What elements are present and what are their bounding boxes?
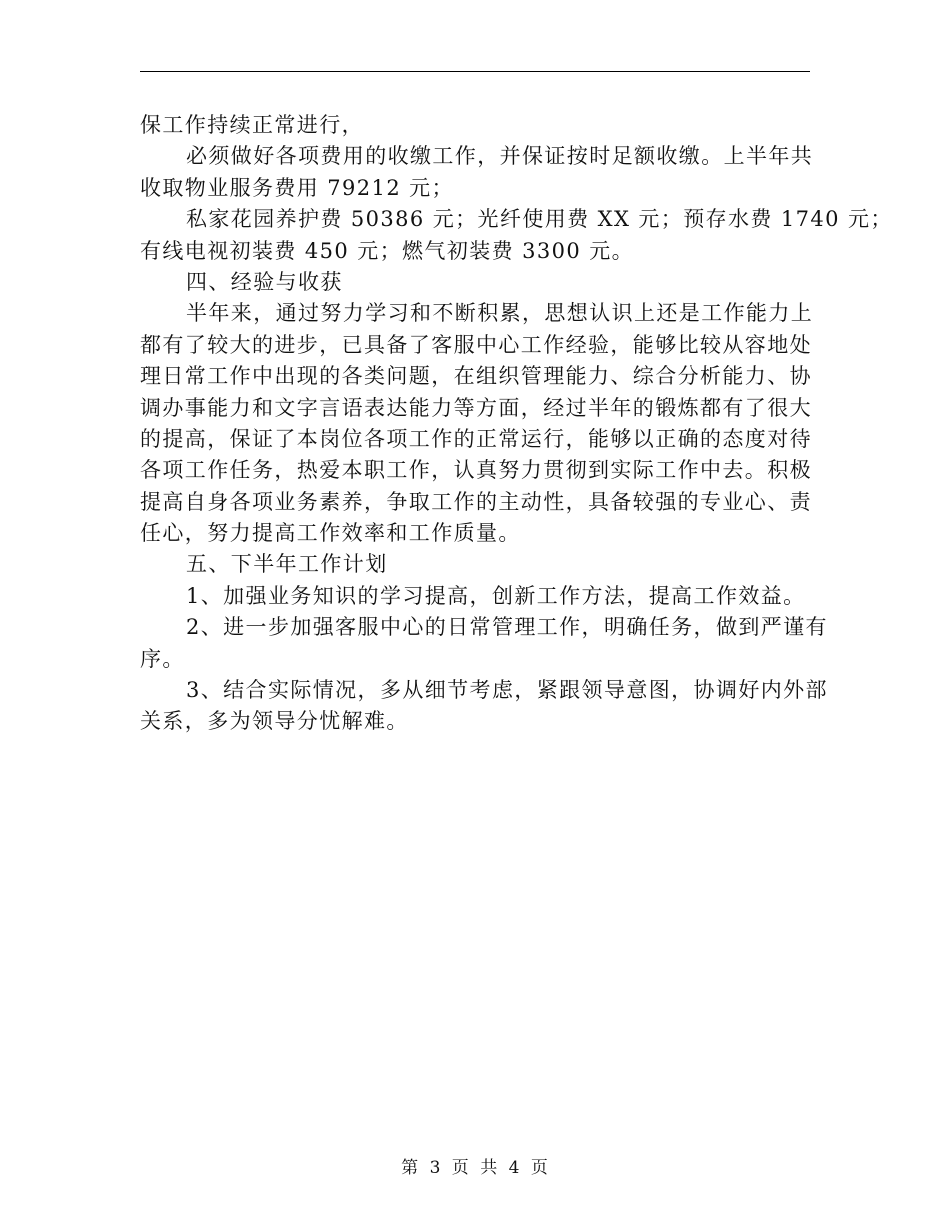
document-body	[140, 110, 893, 738]
plan-item: 2、进一步加强客服中心的日常管理工作，明确任务，做到严谨有	[186, 615, 828, 640]
text-line: 各项工作任务，热爱本职工作，认真努力贯彻到实际工作中去。积极	[140, 458, 812, 483]
text-line: 保工作持续正常进行，	[140, 113, 364, 137]
text-line: 关系，多为领导分忧解难。	[140, 709, 409, 734]
text-line: 有线电视初装费 450 元；燃气初装费 3300 元。	[140, 238, 635, 263]
text-line: 半年来，通过努力学习和不断积累，思想认识上还是工作能力上	[186, 301, 814, 326]
text-line: 调办事能力和文字言语表达能力等方面，经过半年的锻炼都有了很大	[140, 395, 812, 420]
page-number-footer: 第 3 页 共 4 页	[401, 1158, 549, 1178]
text-line: 序。	[140, 646, 185, 671]
text-line: 收取物业服务费用 79212 元；	[140, 175, 454, 200]
text-line: 提高自身各项业务素养，争取工作的主动性，具备较强的专业心、责	[140, 489, 812, 514]
text-line: 都有了较大的进步，已具备了客服中心工作经验，能够比较从容地处	[140, 332, 812, 357]
text-line: 任心，努力提高工作效率和工作质量。	[140, 521, 521, 546]
text-line: 必须做好各项费用的收缴工作，并保证按时足额收缴。上半年共	[186, 144, 814, 169]
text-line: 理日常工作中出现的各类问题，在组织管理能力、综合分析能力、协	[140, 364, 812, 389]
header-rule	[140, 71, 810, 72]
text-line: 私家花园养护费 50386 元；光纤使用费 XX 元；预存水费 1740 元；	[186, 207, 893, 232]
text-line: 的提高，保证了本岗位各项工作的正常运行，能够以正确的态度对待	[140, 426, 812, 451]
section-heading: 四、经验与收获	[186, 269, 343, 294]
plan-item: 1、加强业务知识的学习提高，创新工作方法，提高工作效益。	[186, 583, 806, 608]
plan-item: 3、结合实际情况，多从细节考虑，紧跟领导意图，协调好内外部	[186, 678, 828, 703]
section-heading: 五、下半年工作计划	[186, 552, 388, 577]
